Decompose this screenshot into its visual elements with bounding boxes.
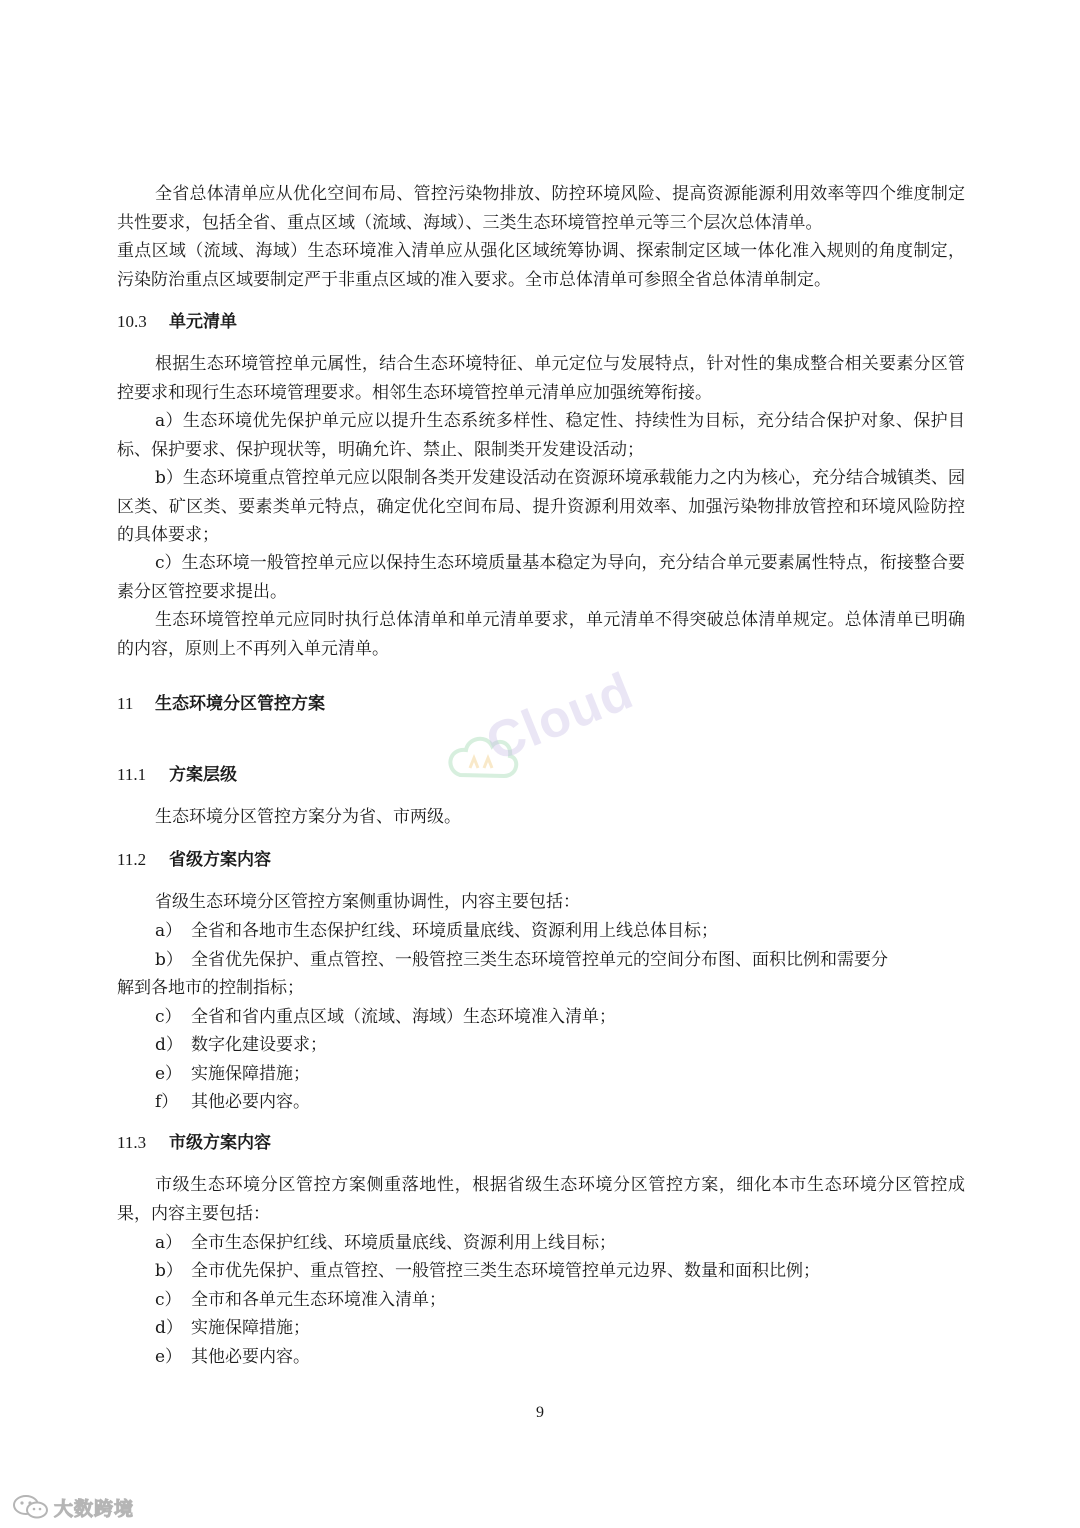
paragraph: b）生态环境重点管控单元应以限制各类开发建设活动在资源环境承载能力之内为核心，充分结合城镇类、园区类、矿区类、要素类单元特点，确定优化空间布局、提升资源利用效率、加强污染物排放管控和环境风险防控的具体要求； bbox=[117, 468, 965, 546]
list-text: 解到各地市的控制指标； bbox=[117, 978, 304, 998]
paragraph: 生态环境管控单元应同时执行总体清单和单元清单要求，单元清单不得突破总体清单规定。总体清单已明确的内容，原则上不再列入单元清单。 bbox=[117, 610, 965, 659]
list-marker: c） bbox=[155, 1290, 182, 1310]
page-number: 9 bbox=[536, 1404, 544, 1421]
list-item bbox=[117, 1343, 965, 1372]
section-heading-10-3 bbox=[117, 310, 237, 334]
list-item bbox=[117, 1286, 965, 1315]
list-text: 数字化建设要求； bbox=[191, 1035, 327, 1055]
section-heading-11 bbox=[117, 692, 325, 716]
list-item bbox=[117, 1229, 965, 1258]
paragraph: 省级生态环境分区管控方案侧重协调性，内容主要包括： bbox=[155, 892, 580, 912]
section-number: 11.3 bbox=[117, 1133, 147, 1152]
list-marker: d） bbox=[155, 1318, 183, 1338]
list-text: 全省和省内重点区域（流域、海域）生态环境准入清单； bbox=[191, 1007, 616, 1027]
list-text: 全市生态保护红线、环境质量底线、资源利用上线目标； bbox=[191, 1233, 616, 1253]
section-title: 省级方案内容 bbox=[169, 850, 271, 870]
list-text: 实施保障措施； bbox=[191, 1064, 310, 1084]
list-marker: d） bbox=[155, 1035, 183, 1055]
list-text: 全市优先保护、重点管控、一般管控三类生态环境管控单元边界、数量和面积比例； bbox=[191, 1261, 820, 1281]
section-heading-11-2 bbox=[117, 848, 271, 872]
list-item bbox=[117, 1031, 965, 1060]
section-number: 10.3 bbox=[117, 312, 147, 331]
wechat-logo-icon bbox=[12, 1494, 50, 1520]
list-item bbox=[117, 1003, 965, 1032]
paragraph: 生态环境分区管控方案分为省、市两级。 bbox=[155, 807, 461, 827]
list-marker: b） bbox=[155, 1261, 183, 1281]
list-item bbox=[117, 1088, 965, 1117]
list-marker: e） bbox=[155, 1347, 183, 1367]
paragraph: 全省总体清单应从优化空间布局、管控污染物排放、防控环境风险、提高资源能源利用效率等四个维度制定共性要求，包括全省、重点区域（流域、海域）、三类生态环境管控单元等三个层次总体清单。 bbox=[117, 184, 965, 233]
watermark-text: Cloud bbox=[478, 661, 642, 773]
paragraph: a）生态环境优先保护单元应以提升生态系统多样性、稳定性、持续性为目标，充分结合保护对象、保护目标、保护要求、保护现状等，明确允许、禁止、限制类开发建设活动； bbox=[117, 411, 965, 460]
section-title: 方案层级 bbox=[169, 765, 237, 785]
list-text: 全省和各地市生态保护红线、环境质量底线、资源利用上线总体目标； bbox=[191, 921, 718, 941]
list-item bbox=[117, 1060, 965, 1089]
list-text: 全市和各单元生态环境准入清单； bbox=[191, 1290, 446, 1310]
section-title: 生态环境分区管控方案 bbox=[155, 694, 325, 714]
list-marker: c） bbox=[155, 1007, 182, 1027]
list-item bbox=[117, 917, 965, 946]
section-title: 市级方案内容 bbox=[169, 1133, 271, 1153]
list-marker: b） bbox=[155, 950, 183, 970]
list-text: 实施保障措施； bbox=[191, 1318, 310, 1338]
list-marker: a） bbox=[155, 1233, 183, 1253]
section-heading-11-3 bbox=[117, 1131, 271, 1155]
list-marker: f） bbox=[155, 1092, 179, 1112]
paragraph: c）生态环境一般管控单元应以保持生态环境质量基本稳定为导向，充分结合单元要素属性特点，衔接整合要素分区管控要求提出。 bbox=[117, 553, 965, 602]
list-text: 全省优先保护、重点管控、一般管控三类生态环境管控单元的空间分布图、面积比例和需要分 bbox=[191, 950, 888, 970]
paragraph: 重点区域（流域、海域）生态环境准入清单应从强化区域统筹协调、探索制定区域一体化准入规则的角度制定，污染防治重点区域要制定严于非重点区域的准入要求。全市总体清单可参照全省总体清单制定。 bbox=[117, 241, 965, 290]
list-item bbox=[117, 946, 965, 975]
list-marker: a） bbox=[155, 921, 183, 941]
paragraph: 市级生态环境分区管控方案侧重落地性，根据省级生态环境分区管控方案，细化本市生态环境分区管控成果，内容主要包括： bbox=[117, 1175, 965, 1224]
list-marker: e） bbox=[155, 1064, 183, 1084]
list-item bbox=[117, 1314, 965, 1343]
section-title: 单元清单 bbox=[169, 312, 237, 332]
paragraph: 根据生态环境管控单元属性，结合生态环境特征、单元定位与发展特点，针对性的集成整合相关要素分区管控要求和现行生态环境管理要求。相邻生态环境管控单元清单应加强统筹衔接。 bbox=[117, 354, 965, 403]
section-number: 11.1 bbox=[117, 765, 147, 784]
list-item-continuation bbox=[117, 974, 965, 1003]
list-text: 其他必要内容。 bbox=[191, 1092, 310, 1112]
footer-watermark bbox=[12, 1492, 134, 1522]
section-heading-11-1 bbox=[117, 763, 237, 787]
section-number: 11 bbox=[117, 694, 134, 713]
list-item bbox=[117, 1257, 965, 1286]
footer-brand: 大数跨境 bbox=[54, 1497, 135, 1520]
section-number: 11.2 bbox=[117, 850, 147, 869]
list-text: 其他必要内容。 bbox=[191, 1347, 310, 1367]
